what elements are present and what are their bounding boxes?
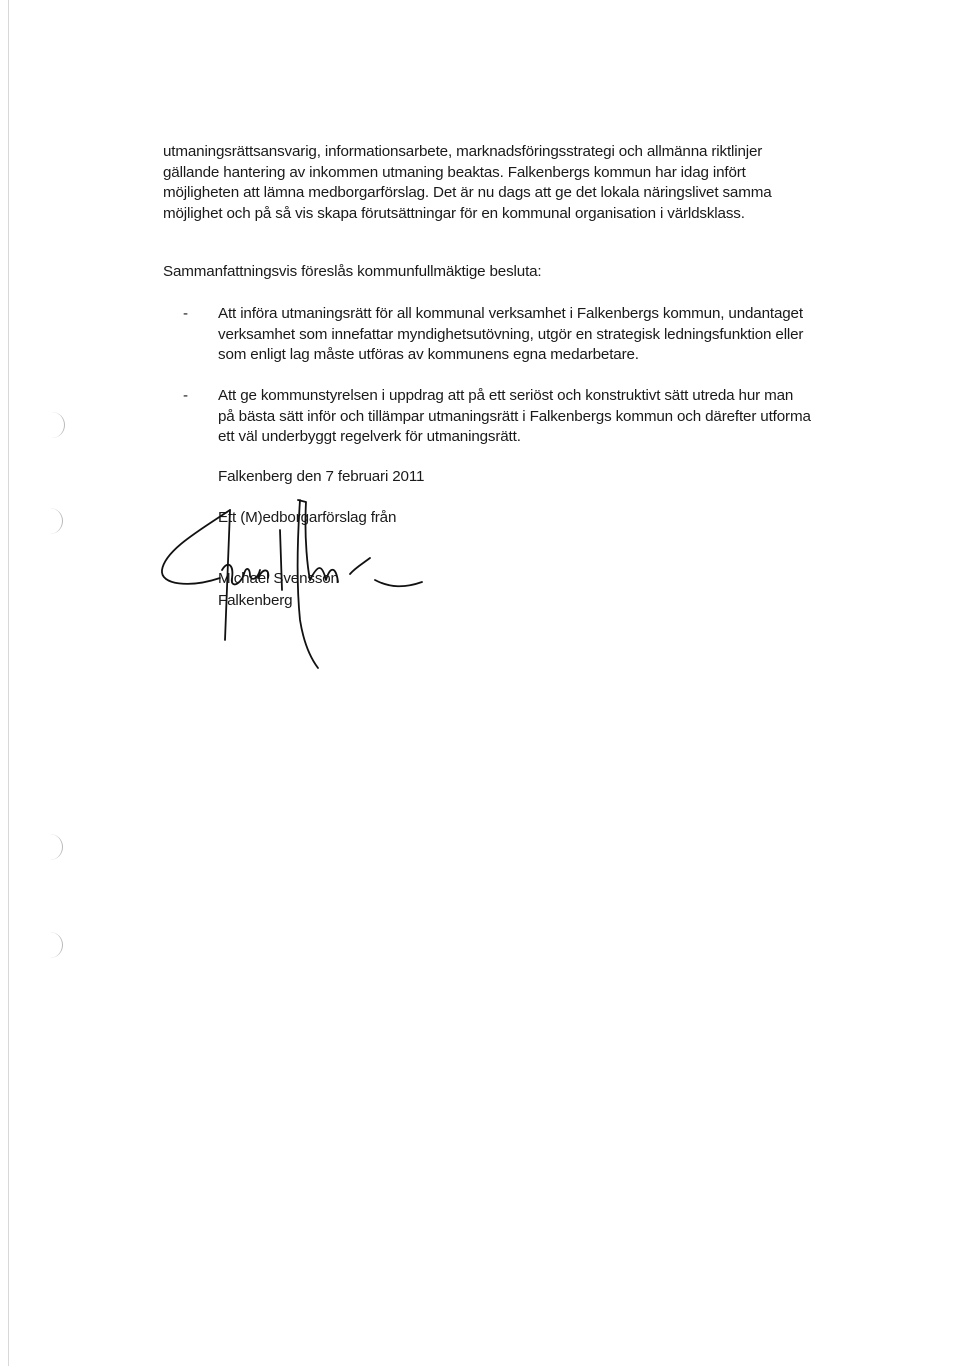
signature-caption: Ett (M)edborgarförslag från — [218, 509, 397, 526]
date-line: Falkenberg den 7 februari 2011 — [218, 468, 425, 485]
bullet-dash: - — [183, 387, 188, 404]
punch-hole-mark — [42, 412, 65, 438]
handwritten-signature — [150, 470, 440, 670]
intro-paragraph: utmaningsrättsansvarig, informationsarbete, marknadsföringsstrategi och allmänna riktlinjer gällande hantering av inkommen utmaning beaktas. Falkenbergs kommun har idag infört möjligheten att lämna medborgarförslag. Det är nu dags att ge det lokala näringslivet samma möjlighet och på så vis skapa förutsättningar för en kommunal organisation i världsklass. — [163, 143, 772, 222]
signatory-place: Falkenberg — [218, 592, 293, 609]
summary-lead: Sammanfattningsvis föreslås kommunfullmäktige besluta: — [163, 263, 542, 280]
punch-hole-mark — [40, 932, 63, 958]
punch-hole-mark — [40, 508, 63, 534]
scan-edge-line — [8, 0, 9, 1366]
bullet-dash: - — [183, 305, 188, 322]
punch-hole-mark — [40, 834, 63, 860]
proposal-text: Att ge kommunstyrelsen i uppdrag att på ett seriöst och konstruktivt sätt utreda hur man på bästa sätt inför och tillämpar utmaningsrätt i Falkenbergs kommun och därefter utforma ett väl underbyggt regelverk för utmaningsrätt. — [218, 387, 811, 446]
proposal-text: Att införa utmaningsrätt för all kommunal verksamhet i Falkenbergs kommun, undantaget verksamhet som innefattar myndighetsutövning, utgör en strategisk ledningsfunktion eller som enligt lag måste utföras av kommunens egna medarbetare. — [218, 305, 804, 364]
signatory-name: Michael Svensson — [218, 570, 339, 587]
